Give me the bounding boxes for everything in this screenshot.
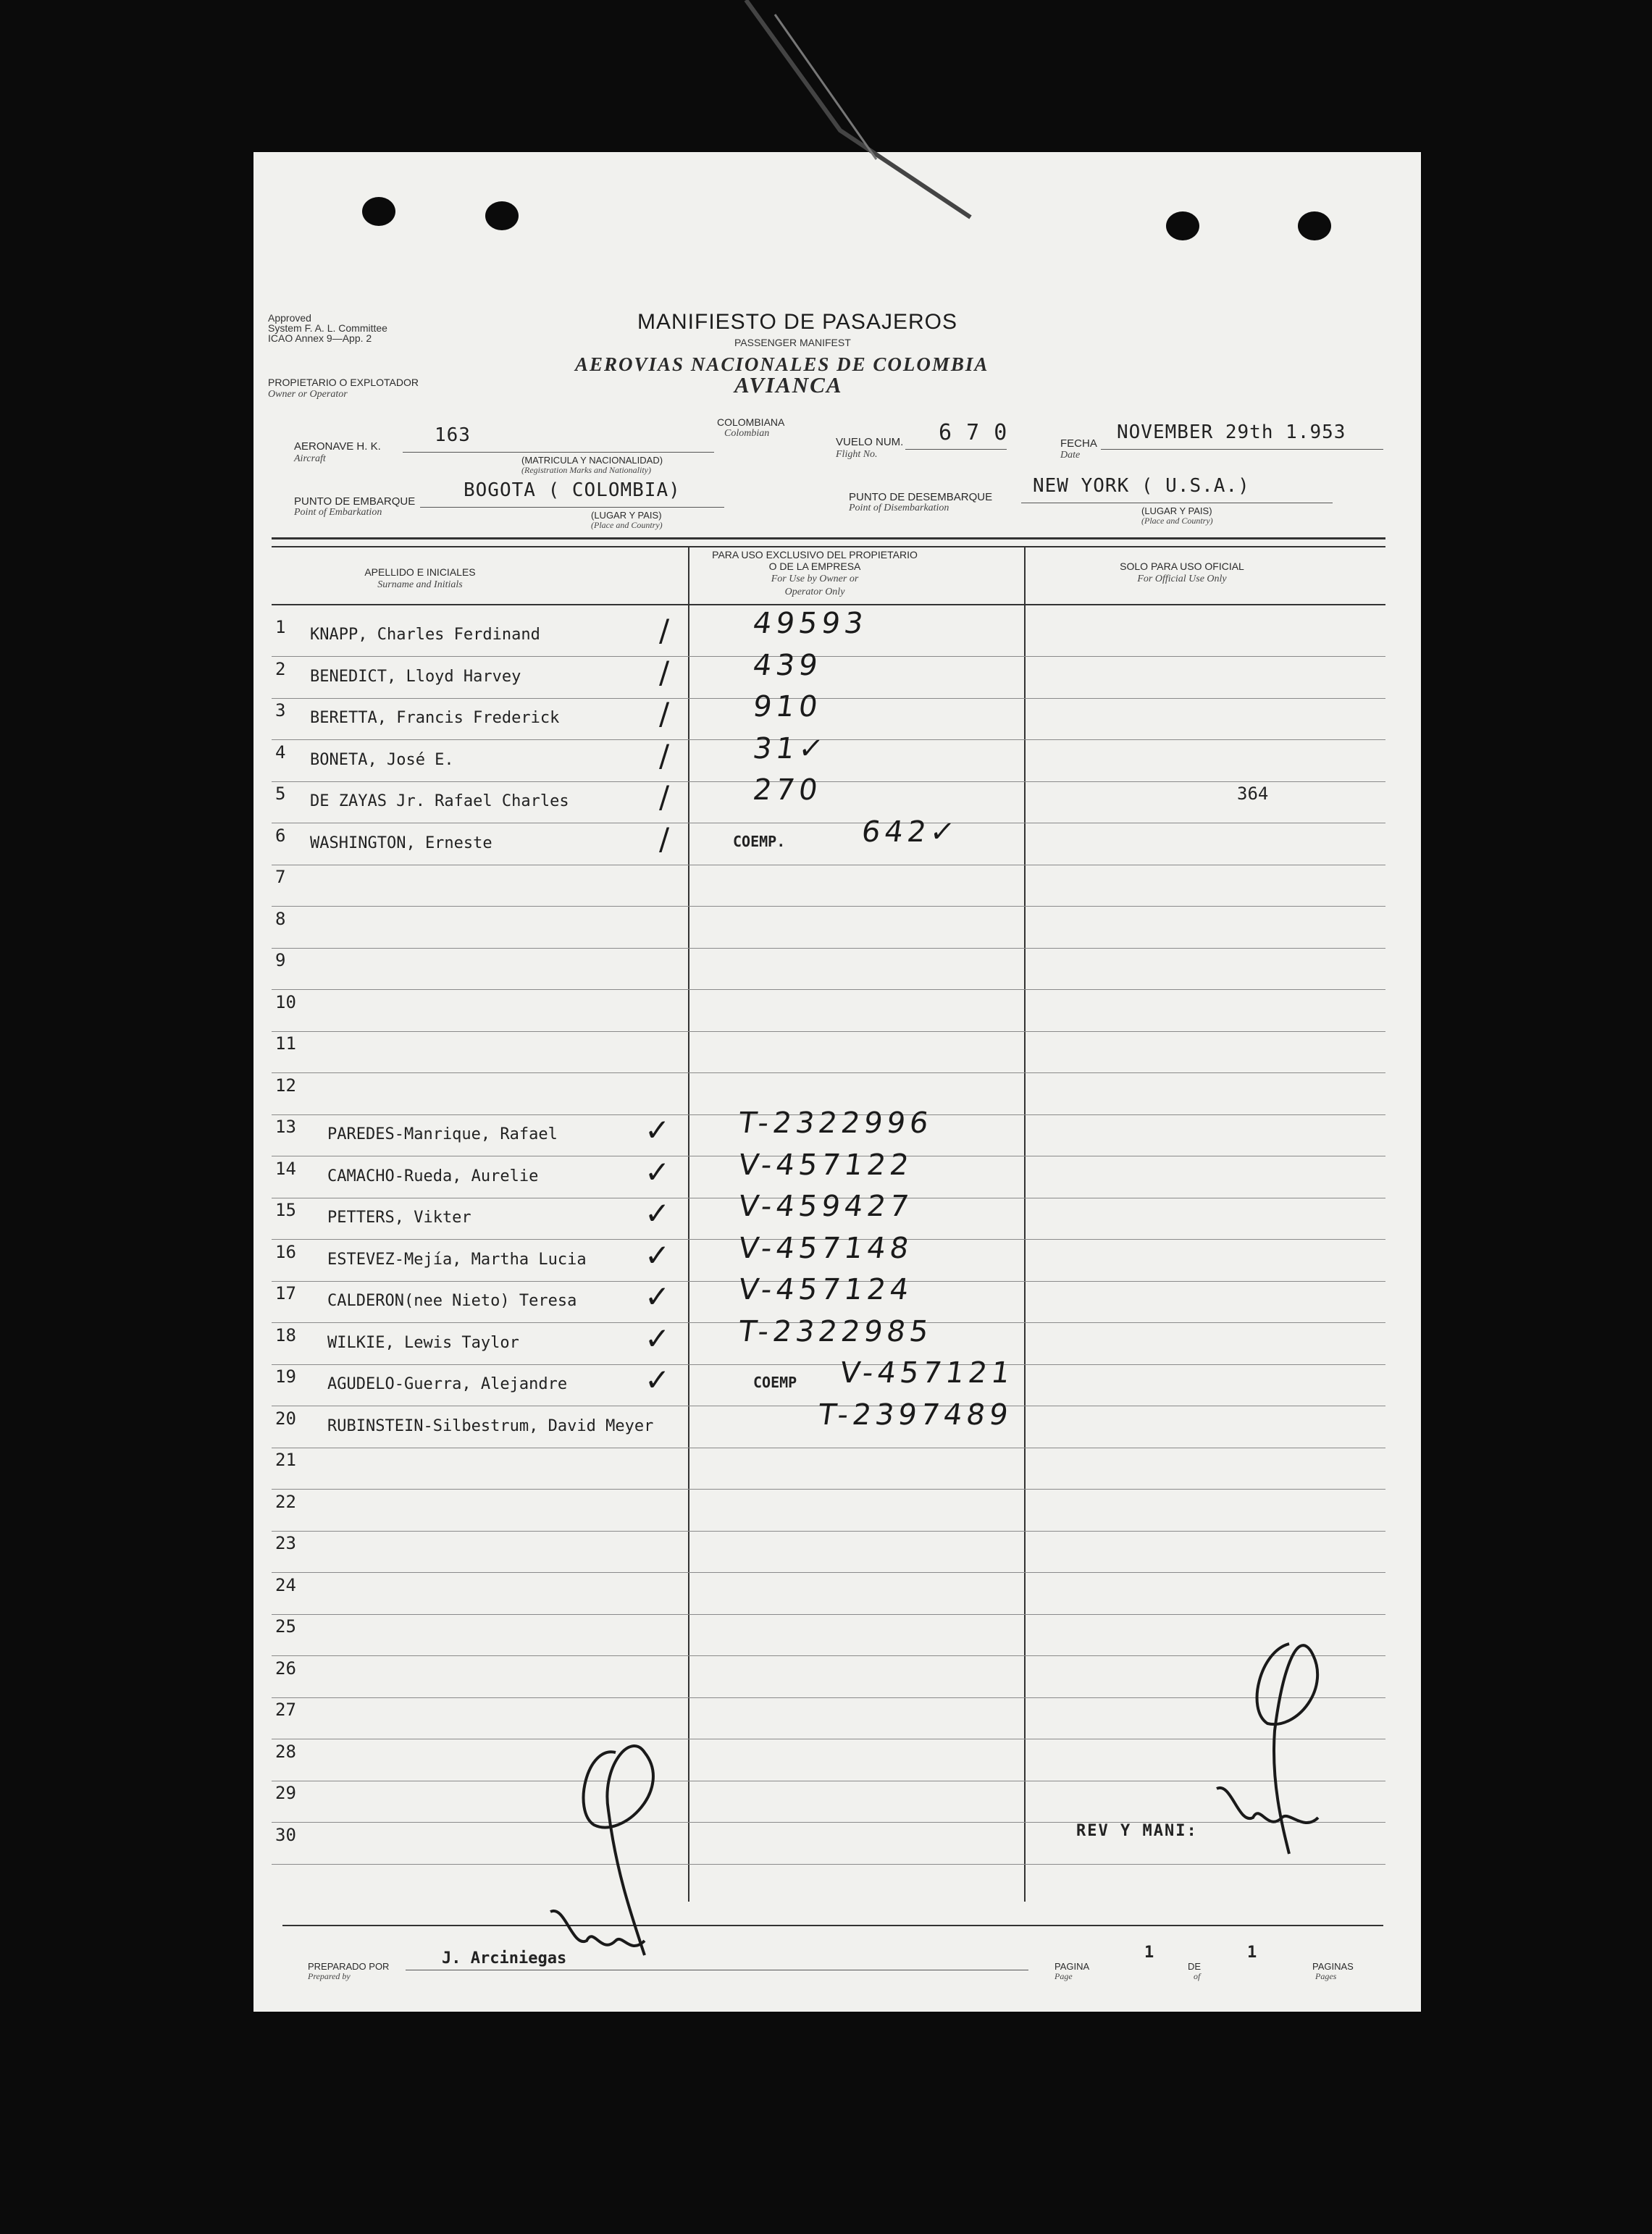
row-number: 12 (275, 1075, 296, 1096)
date-label: FECHA (1060, 437, 1097, 450)
row-number: 23 (275, 1533, 296, 1553)
column-header-name: APELLIDO E INICIALES Surname and Initials (364, 566, 476, 590)
embark-label: PUNTO DE EMBARQUE (294, 495, 416, 508)
passenger-name: KNAPP, Charles Ferdinand (310, 626, 540, 644)
passenger-name: AGUDELO-Guerra, Alejandre (327, 1375, 568, 1393)
row-number: 26 (275, 1658, 296, 1679)
verification-mark: ✓ (645, 1362, 671, 1398)
owner-use-entry: V-457148 (736, 1231, 915, 1265)
owner-sublabel: Owner or Operator (268, 389, 348, 400)
nationality-sublabel: Colombian (724, 428, 770, 439)
row-number: 14 (275, 1158, 296, 1179)
row-number: 16 (275, 1241, 296, 1262)
passenger-name: CALDERON(nee Nieto) Teresa (327, 1292, 577, 1310)
owner-use-entry: 642✓ (859, 815, 962, 849)
prepared-sublabel: Prepared by (308, 1971, 351, 1981)
row-separator (272, 1489, 1385, 1490)
row-number: 17 (275, 1283, 296, 1303)
review-label: REV Y MANI: (1076, 1822, 1198, 1840)
row-number: 15 (275, 1200, 296, 1220)
row-separator (272, 781, 1385, 782)
verification-mark: / (659, 696, 670, 731)
column-divider (688, 547, 689, 1902)
signature-right (1202, 1622, 1347, 1868)
flight-date: NOVEMBER 29th 1.953 (1117, 421, 1346, 443)
signature-left (536, 1723, 724, 1984)
registration-label: (MATRICULA Y NACIONALIDAD) (521, 455, 663, 466)
verification-mark: ✓ (645, 1112, 671, 1148)
row-number: 9 (275, 950, 286, 970)
owner-use-entry: 439 (750, 648, 824, 682)
row-number: 6 (275, 825, 286, 846)
disembark-place-sublabel: (Place and Country) (1141, 516, 1213, 526)
flight-sublabel: Flight No. (836, 449, 878, 460)
page-total: 1 (1247, 1944, 1257, 1962)
passenger-name: DE ZAYAS Jr. Rafael Charles (310, 792, 569, 810)
embark-sublabel: Point of Embarkation (294, 507, 382, 518)
passenger-name: CAMACHO-Rueda, Aurelie (327, 1167, 539, 1185)
page-sublabel: Page (1054, 1971, 1073, 1981)
row-number: 13 (275, 1117, 296, 1137)
verification-mark: ✓ (645, 1279, 671, 1314)
row-number: 2 (275, 658, 286, 679)
row-separator (272, 1072, 1385, 1073)
official-use-entry: 364 (1237, 784, 1269, 804)
row-separator (272, 906, 1385, 907)
row-number: 29 (275, 1783, 296, 1803)
passenger-name: PAREDES-Manrique, Rafael (327, 1125, 558, 1143)
row-separator (272, 656, 1385, 657)
owner-use-entry: V-457124 (736, 1273, 915, 1306)
punch-hole (362, 197, 395, 226)
row-number: 28 (275, 1741, 296, 1762)
passenger-name: WILKIE, Lewis Taylor (327, 1333, 519, 1352)
row-number: 25 (275, 1616, 296, 1637)
page-number: 1 (1144, 1944, 1154, 1962)
owner-use-entry: 31✓ (750, 731, 830, 765)
row-separator (272, 1364, 1385, 1365)
disembark-label: PUNTO DE DESEMBARQUE (849, 491, 993, 503)
verification-mark: ✓ (645, 1320, 671, 1356)
airline-brand: AVIANCA (734, 372, 843, 398)
row-separator (272, 989, 1385, 990)
approval-note: Approved System F. A. L. Committee ICAO Annex 9—App. 2 (268, 312, 387, 344)
passenger-name: BENEDICT, Lloyd Harvey (310, 667, 521, 686)
row-number: 20 (275, 1408, 296, 1429)
flight-label: VUELO NUM. (836, 436, 904, 448)
verification-mark: / (659, 613, 670, 648)
verification-mark: / (659, 737, 670, 773)
row-number: 1 (275, 617, 286, 637)
aircraft-label: AERONAVE H. K. (294, 440, 381, 453)
owner-use-entry: T-2322985 (736, 1314, 935, 1348)
embark-place-label: (LUGAR Y PAIS) (591, 510, 662, 521)
flight-number: 6 7 0 (939, 420, 1008, 445)
row-number: 4 (275, 742, 286, 763)
verification-mark: ✓ (645, 1154, 671, 1190)
owner-use-entry: V-457121 (837, 1356, 1017, 1390)
row-separator (272, 1531, 1385, 1532)
row-number: 18 (275, 1324, 296, 1345)
verification-mark: / (659, 779, 670, 815)
row-separator (272, 948, 1385, 949)
owner-use-entry: V-457122 (736, 1148, 915, 1182)
row-separator (272, 698, 1385, 699)
registration-sublabel: (Registration Marks and Nationality) (521, 465, 651, 475)
column-divider (1024, 547, 1026, 1902)
owner-use-entry: V-459427 (736, 1190, 915, 1223)
prepared-label: PREPARADO POR (308, 1961, 390, 1972)
passenger-name: BERETTA, Francis Frederick (310, 709, 560, 727)
coemp-note: COEMP. (733, 832, 786, 850)
of-sublabel: of (1194, 1971, 1201, 1981)
column-header-official: SOLO PARA USO OFICIAL For Official Use Only (1120, 560, 1244, 584)
row-number: 27 (275, 1700, 296, 1720)
verification-mark: / (659, 654, 670, 690)
punch-hole (1166, 211, 1199, 240)
pages-sublabel: Pages (1315, 1971, 1337, 1981)
owner-use-entry: 910 (750, 690, 824, 723)
passenger-name: PETTERS, Vikter (327, 1209, 471, 1227)
disembark-point: NEW YORK ( U.S.A.) (1033, 475, 1250, 497)
owner-use-entry: 49593 (750, 607, 870, 640)
page-title: MANIFIESTO DE PASAJEROS (637, 310, 957, 334)
passenger-name: RUBINSTEIN-Silbestrum, David Meyer (327, 1416, 654, 1435)
date-sublabel: Date (1060, 450, 1081, 461)
owner-use-entry: T-2397489 (815, 1398, 1015, 1432)
disembark-place-label: (LUGAR Y PAIS) (1141, 505, 1212, 516)
page-label: PAGINA (1054, 1961, 1090, 1972)
row-number: 24 (275, 1574, 296, 1595)
row-number: 3 (275, 700, 286, 721)
passenger-name: WASHINGTON, Erneste (310, 833, 492, 852)
row-number: 22 (275, 1491, 296, 1512)
punch-hole (485, 201, 519, 230)
disembark-sublabel: Point of Disembarkation (849, 503, 949, 513)
column-header-owner-use: PARA USO EXCLUSIVO DEL PROPIETARIO O DE LA EMPRESA For Use by Owner or Operator Only (712, 549, 918, 597)
passenger-name: ESTEVEZ-Mejía, Martha Lucia (327, 1250, 587, 1269)
row-number: 8 (275, 908, 286, 929)
row-number: 10 (275, 991, 296, 1012)
row-number: 7 (275, 867, 286, 887)
row-number: 11 (275, 1033, 296, 1054)
row-number: 21 (275, 1450, 296, 1470)
aircraft-number: 163 (435, 424, 471, 446)
owner-use-entry: 270 (750, 773, 824, 807)
prepared-by: J. Arciniegas (442, 1949, 567, 1968)
row-number: 19 (275, 1366, 296, 1387)
embark-place-sublabel: (Place and Country) (591, 520, 663, 530)
row-separator (272, 1614, 1385, 1615)
of-label: DE (1188, 1961, 1202, 1972)
verification-mark: ✓ (645, 1196, 671, 1231)
row-number: 5 (275, 784, 286, 804)
aircraft-sublabel: Aircraft (294, 453, 326, 464)
nationality-label: COLOMBIANA (717, 416, 785, 428)
embark-point: BOGOTA ( COLOMBIA) (464, 479, 681, 501)
owner-label: PROPIETARIO O EXPLOTADOR (268, 377, 419, 388)
owner-use-entry: T-2322996 (736, 1106, 935, 1140)
punch-hole (1298, 211, 1331, 240)
page-subtitle: PASSENGER MANIFEST (734, 337, 851, 348)
passenger-name: BONETA, José E. (310, 750, 454, 769)
stamp-mark (731, 0, 978, 239)
row-separator (272, 1031, 1385, 1032)
coemp-note: COEMP (753, 1374, 797, 1391)
row-number: 30 (275, 1824, 296, 1845)
pages-label: PAGINAS (1312, 1961, 1354, 1972)
row-separator (272, 1572, 1385, 1573)
verification-mark: ✓ (645, 1237, 671, 1273)
verification-mark: / (659, 820, 670, 857)
airline-name: AEROVIAS NACIONALES DE COLOMBIA (575, 353, 989, 375)
